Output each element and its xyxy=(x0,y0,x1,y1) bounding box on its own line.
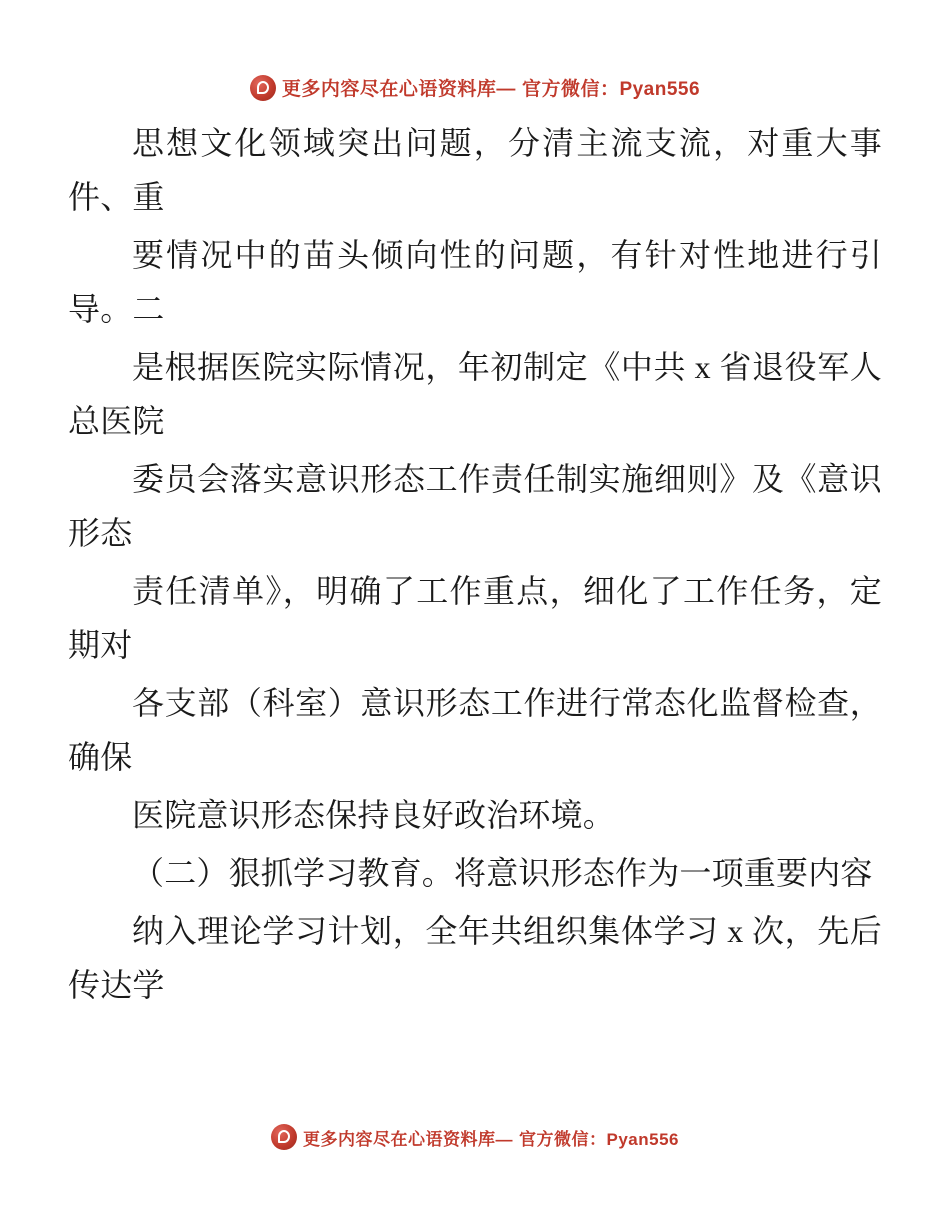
lotus-seal-icon xyxy=(271,1124,297,1150)
watermark-brand-text: 更多内容尽在心语资料库— xyxy=(303,1129,513,1149)
watermark-contact-text: 官方微信：Pyan556 xyxy=(521,79,701,100)
paragraph: 委员会落实意识形态工作责任制实施细则》及《意识形态 xyxy=(68,461,882,551)
paragraph: 纳入理论学习计划，全年共组织集体学习 x 次，先后传达学 xyxy=(68,913,882,1003)
watermark-banner-top xyxy=(0,74,950,101)
paragraph: （二）狠抓学习教育。将意识形态作为一项重要内容 xyxy=(132,855,873,891)
watermark-contact-text: 官方微信：Pyan556 xyxy=(519,1129,679,1149)
watermark-brand-text: 更多内容尽在心语资料库— xyxy=(281,79,516,100)
paragraph: 各支部（科室）意识形态工作进行常态化监督检查，确保 xyxy=(68,685,882,775)
paragraph: 是根据医院实际情况，年初制定《中共 x 省退役军人总医院 xyxy=(68,349,882,439)
paragraph: 要情况中的苗头倾向性的问题，有针对性地进行引导。二 xyxy=(68,237,882,327)
paragraph: 医院意识形态保持良好政治环境。 xyxy=(132,797,616,833)
paragraph: 责任清单》，明确了工作重点，细化了工作任务，定期对 xyxy=(68,573,882,663)
document-text-body xyxy=(68,116,882,1016)
lotus-seal-icon xyxy=(250,75,276,101)
watermark-banner-bottom xyxy=(0,1124,950,1150)
paragraph: 思想文化领域突出问题，分清主流支流，对重大事件、重 xyxy=(68,125,882,215)
